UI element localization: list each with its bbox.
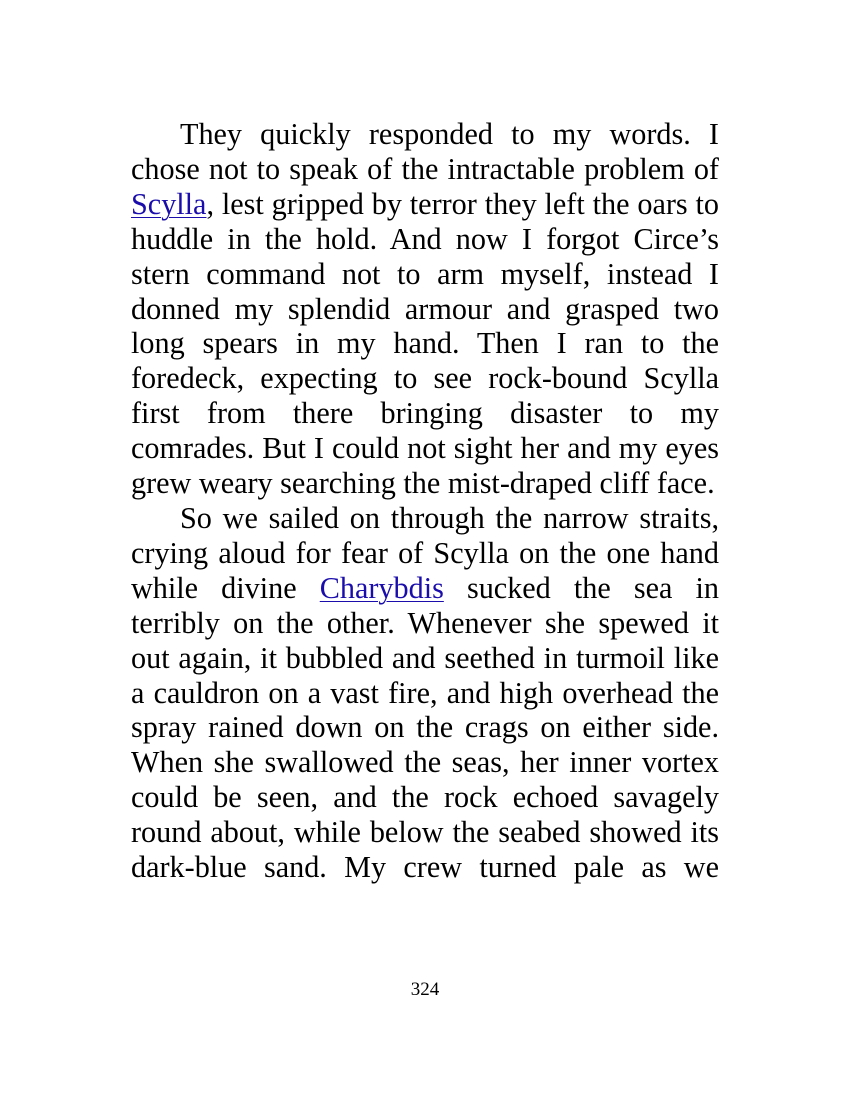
paragraph-2 [131,501,719,885]
paragraph-1 [131,117,719,501]
paragraph-1-text-end: , lest gripped by terror they left the oars to huddle in the hold. And now I forgot Circe’s stern command not to arm myself, instead I donned my splendid armour and grasped two long spears in my hand. Then I ran to the foredeck, expecting to see rock-bound Scylla first from there bringing disaster to my comrades. But I could not sight her and my eyes grew weary searching the mist-draped cliff face. [131,186,719,501]
paragraph-2-text-end: sucked the sea in terribly on the other. Whenever she spewed it out again, it bubbled and seethed in turmoil like a cauldron on a vast fire, and high overhead the spray rained down on the crags on either side. When she swallowed the seas, her inner vortex could be seen, and the rock echoed savagely round about, while below the seabed showed its dark-blue sand. My crew turned pale as we [131,570,719,885]
paragraph-2-text-start: So we sailed on through the narrow straits, crying aloud for fear of Scylla on the one hand while divine [131,500,719,605]
scylla-link[interactable]: Scylla [131,186,207,221]
charybdis-link[interactable]: Charybdis [319,570,444,605]
paragraph-1-text-start: They quickly responded to my words. I chose not to speak of the intractable problem of [131,117,719,186]
page-number: 324 [410,979,440,1000]
page-body [131,117,719,885]
